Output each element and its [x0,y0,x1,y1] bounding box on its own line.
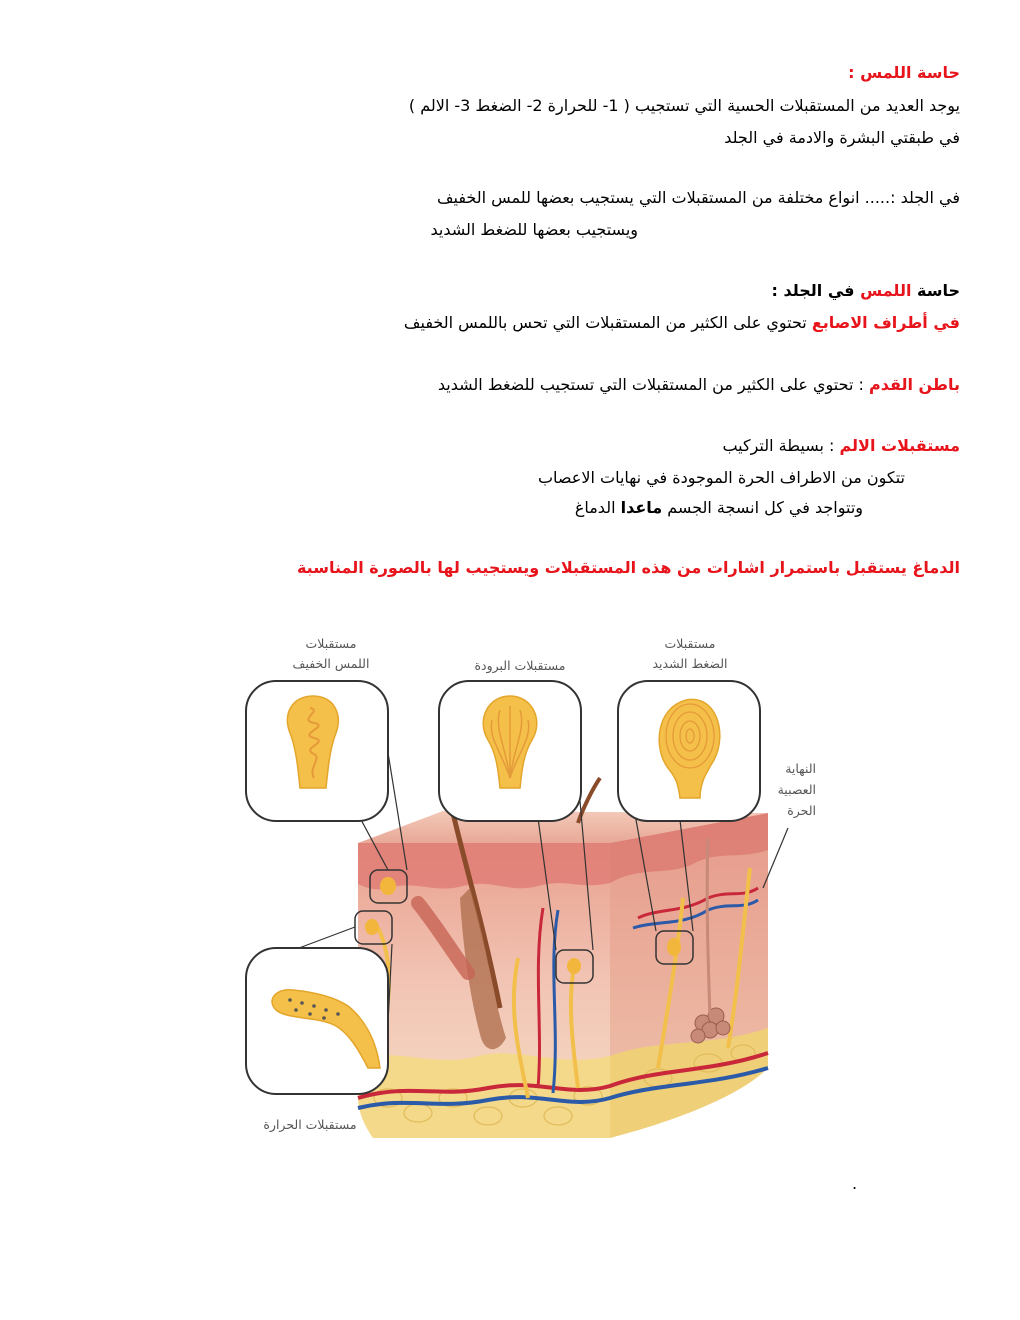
label-light-touch-1: مستقبلات [305,636,357,651]
pain-location-except: ماعدا [620,498,663,517]
pain-location-line [575,497,863,519]
label-free-nerve-3: الحرة [787,803,816,818]
receptors-location-line: في طبقتي البشرة والادمة في الجلد [724,128,960,147]
touch-in-skin-title-a: حاسة [911,281,960,300]
skin-receptors-diagram [238,628,816,1168]
zoom-pressure [618,681,760,821]
epidermis-layer [358,843,610,889]
zoom-heat [246,948,388,1094]
fat-layer-front [358,1053,610,1138]
label-cold: مستقبلات البرودة [474,658,566,673]
touch-in-skin-title-b: اللمس [860,281,912,300]
touch-in-skin-title-c: في الجلد : [771,281,861,300]
pain-receptors-line [722,435,960,457]
label-free-nerve-2: العصبية [777,782,816,797]
zoom-light-touch [246,681,388,821]
fingertips-line [404,312,960,334]
footer-dot: . [852,1174,858,1193]
fingertips-label: في أطراف الاصابع [811,313,960,332]
brain-conclusion: الدماغ يستقبل باستمرار اشارات من هذه المستقبلات ويستجيب لها بالصورة المناسبة [296,558,960,577]
touch-in-skin-title [772,280,961,302]
sole-label: باطن القدم [868,375,960,394]
label-heat: مستقبلات الحرارة [263,1117,357,1132]
pain-receptors-label: مستقبلات الالم [839,436,960,455]
label-light-touch-2: اللمس الخفيف [292,656,370,671]
pain-receptors-text: : بسيطة التركيب [722,436,840,455]
zoom-cold [439,681,581,821]
receptors-intro-line: يوجد العديد من المستقبلات الحسية التي تستجيب ( 1- للحرارة 2- الضغط 3- الالم ) [408,96,960,115]
label-free-nerve-1: النهاية [785,761,816,776]
label-pressure-1: مستقبلات [664,636,716,651]
pain-location-a: وتتواجد في كل انسجة الجسم [662,498,863,517]
skin-receptors-line: في الجلد :..... انواع مختلفة من المستقبلات التي يستجيب بعضها للمس الخفيف [436,188,960,207]
sole-line [438,374,960,396]
touch-sense-title: حاسة اللمس : [848,63,960,82]
label-pressure-2: الضغط الشديد [652,656,728,671]
skin-pressure-line: ويستجيب بعضها للضغط الشديد [430,220,638,239]
sole-text: : تحتوي على الكثير من المستقبلات التي تستجيب للضغط الشديد [437,375,869,394]
pain-free-endings-line: تتكون من الاطراف الحرة الموجودة في نهايات الاعصاب [537,468,905,487]
fingertips-text: تحتوي على الكثير من المستقبلات التي تحس باللمس الخفيف [403,313,812,332]
pain-location-c: الدماغ [574,498,621,517]
